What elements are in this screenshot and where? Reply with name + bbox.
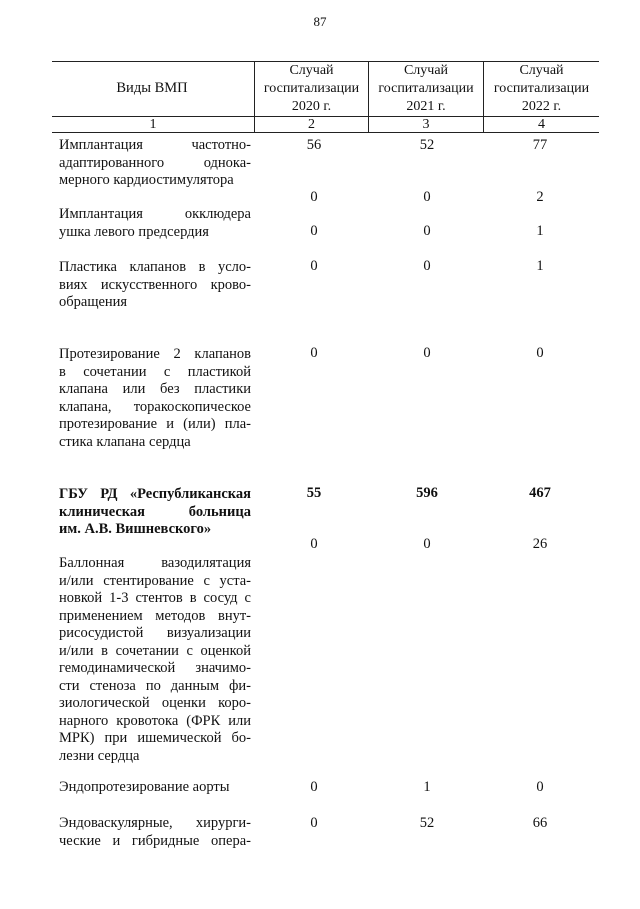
- procedure-text-line: нарного кровотока (ФРК или: [59, 712, 251, 729]
- value-2021: 52: [419, 815, 435, 831]
- procedure-text-line: мерного кардиостимулятора: [59, 172, 234, 188]
- procedure-text-line: Имплантация окклюдера: [59, 206, 251, 222]
- column-number: 2: [308, 117, 315, 132]
- value-2022: 1: [536, 223, 544, 239]
- value-2022: 26: [532, 536, 548, 552]
- procedure-text-line: сти стеноза по данным фи-: [59, 677, 251, 694]
- value-2022: 0: [536, 345, 544, 361]
- row-procedure-name: [59, 259, 251, 312]
- value-2020: 55: [306, 485, 322, 501]
- header-year-2020: [255, 62, 368, 116]
- procedure-text-line: гемодинамической значимо-: [59, 660, 251, 676]
- header-hospitalization-label: госпитализации: [493, 81, 590, 96]
- header-case-label: Случай: [519, 63, 564, 78]
- value-2022: 0: [536, 779, 544, 795]
- column-number: 3: [422, 117, 430, 132]
- procedure-text-line: Имплантация частотно-: [59, 137, 251, 153]
- header-hospitalization-label: госпитализации: [263, 81, 360, 96]
- procedure-text-line: МРК) при ишемической бо-: [59, 730, 251, 746]
- value-2021: 0: [423, 536, 431, 552]
- procedure-text-line: и/или в сочетании с оценкой: [59, 642, 251, 659]
- page-number: 87: [313, 14, 327, 29]
- header-year-label: 2021 г.: [406, 99, 446, 114]
- row-procedure-name: [59, 137, 251, 190]
- procedure-text-line: обращения: [59, 294, 128, 310]
- procedure-text-line: Протезирование 2 клапанов: [59, 346, 251, 362]
- value-2020: 0: [310, 779, 318, 795]
- institution-text-line: ГБУ РД «Республиканская: [59, 486, 251, 502]
- value-2021: 1: [423, 779, 431, 795]
- value-2022: 77: [532, 137, 548, 153]
- column-number-bottom-border: [52, 132, 599, 133]
- value-2020: 0: [310, 815, 318, 831]
- institution-text-line: им. А.В. Вишневского»: [59, 521, 212, 537]
- value-2020: 56: [306, 137, 322, 153]
- value-2021: 0: [423, 223, 431, 239]
- value-2020: 0: [310, 345, 318, 361]
- value-2021: 0: [423, 189, 431, 205]
- header-hospitalization-label: госпитализации: [378, 81, 474, 96]
- procedure-text-line: новкой 1-3 стентов в сосуд с: [59, 590, 251, 606]
- row-procedure-name: [59, 206, 251, 241]
- value-2021: 52: [419, 137, 435, 153]
- procedure-text-line: ушка левого предсердия: [59, 223, 209, 240]
- institution-text-line: клиническая больница: [59, 503, 251, 520]
- value-2020: 0: [310, 223, 318, 239]
- value-2022: 66: [532, 815, 548, 831]
- procedure-text-line: рисосудистой визуализации: [59, 625, 251, 641]
- column-number: 4: [538, 117, 545, 132]
- procedure-text-line: в сочетании с пластикой: [59, 363, 251, 380]
- procedure-text-line: Пластика клапанов в усло-: [59, 259, 251, 275]
- header-case-label: Случай: [403, 63, 449, 78]
- row-procedure-name: [59, 346, 251, 451]
- procedure-text-line: виях искусственного крово-: [59, 276, 251, 293]
- row-procedure-name: [59, 815, 251, 850]
- procedure-text-line: клапана или без пластики: [59, 381, 251, 397]
- procedure-text-line: Эндопротезирование аорты: [59, 779, 230, 795]
- value-2020: 0: [310, 258, 318, 274]
- header-year-2021: [369, 62, 483, 116]
- header-name-column: Виды ВМП: [116, 79, 188, 96]
- header-year-label: 2022 г.: [521, 99, 562, 114]
- row-procedure-name: [59, 779, 251, 797]
- procedure-text-line: зиологической оценки коро-: [59, 695, 251, 711]
- procedure-text-line: стика клапана сердца: [59, 433, 191, 450]
- procedure-text-line: ческие и гибридные опера-: [59, 832, 251, 849]
- row-procedure-name: [59, 555, 251, 765]
- value-2022: 1: [536, 258, 544, 274]
- value-2020: 0: [310, 536, 318, 552]
- header-year-2022: [484, 62, 599, 116]
- header-year-label: 2020 г.: [291, 99, 332, 114]
- procedure-text-line: адаптированного однока-: [59, 154, 251, 171]
- value-2021: 0: [423, 258, 431, 274]
- procedure-text-line: протезирование и (или) пла-: [59, 416, 251, 432]
- value-2022: 467: [529, 485, 551, 501]
- procedure-text-line: клапана, торакоскопическое: [59, 398, 251, 415]
- value-2021: 596: [416, 485, 438, 501]
- column-number: 1: [149, 117, 157, 132]
- value-2021: 0: [423, 345, 431, 361]
- procedure-text-line: Баллонная вазодилятация: [59, 555, 251, 571]
- procedure-text-line: применением методов внут-: [59, 607, 251, 624]
- header-case-label: Случай: [289, 63, 334, 78]
- procedure-text-line: Эндоваскулярные, хирурги-: [59, 815, 251, 831]
- value-2022: 2: [536, 189, 544, 205]
- procedure-text-line: лезни сердца: [59, 747, 140, 764]
- procedure-text-line: и/или стентирование с уста-: [59, 572, 251, 589]
- row-institution-name: [59, 486, 251, 539]
- value-2020: 0: [310, 189, 318, 205]
